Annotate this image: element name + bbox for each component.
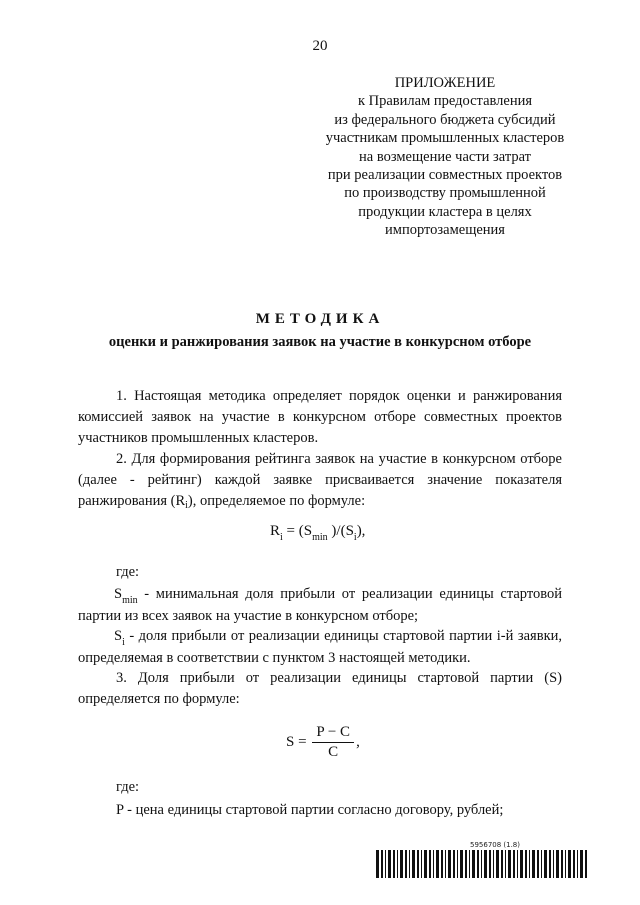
formula-lhs: S =: [286, 734, 307, 750]
fraction-denominator: C: [328, 744, 339, 760]
definition-smin: [78, 584, 562, 627]
definition-si: [78, 626, 562, 669]
appendix-line: импортозамещения: [385, 222, 505, 239]
fraction-numerator: P − C: [312, 724, 354, 743]
definition-symbol: S: [114, 586, 123, 602]
document-title: МЕТОДИКА: [255, 311, 385, 327]
definition-text: - минимальная доля прибыли от реализации единицы стартовой партии из всех заявок на участие в конкурсном отборе;: [78, 586, 562, 624]
formula-part: ),: [356, 523, 366, 539]
definition-p: P - цена единицы стартовой партии согласно договору, рублей;: [116, 802, 504, 818]
formula-fraction: [312, 724, 354, 761]
appendix-line: к Правилам предоставления: [357, 93, 533, 110]
formula-part: ,: [356, 734, 360, 750]
appendix-line: при реализации совместных проектов: [327, 167, 563, 184]
definition-subscript: min: [122, 595, 138, 606]
formula-subscript: min: [312, 532, 328, 543]
appendix-line: на возмещение части затрат: [359, 148, 531, 165]
formula-part: = (S: [282, 523, 313, 539]
paragraph-3: 3. Доля прибыли от реализации единицы стартовой партии (S) определяется по формуле:: [78, 670, 562, 707]
paragraph-1: 1. Настоящая методика определяет порядок оценки и ранжирования комиссией заявок на участие в конкурсном отборе совместных проектов участников промышленных кластеров.: [78, 388, 562, 446]
formula-s: [286, 724, 360, 761]
definition-subscript: i: [122, 637, 125, 648]
where-label: где:: [116, 779, 140, 795]
formula-symbol: R: [270, 523, 281, 539]
barcode-label: 5956708 (1.8): [470, 841, 520, 849]
definition-text: - доля прибыли от реализации единицы стартовой партии i-й заявки, определяемая в соответствии с пунктом 3 настоящей методики.: [78, 628, 562, 666]
appendix-line: продукции кластера в целях: [358, 203, 532, 220]
formula-part: )/(S: [327, 523, 354, 539]
appendix-block: [290, 74, 600, 240]
definition-symbol: S: [114, 628, 123, 644]
formula-r: [270, 523, 366, 543]
formula-subscript: i: [280, 532, 283, 543]
paragraph-2-end: ), определяемое по формуле:: [187, 493, 366, 509]
document-subtitle: оценки и ранжирования заявок на участие в конкурсном отборе: [108, 334, 532, 350]
appendix-line: из федерального бюджета субсидий: [334, 111, 556, 128]
barcode: [376, 850, 588, 878]
paragraph-2-subscript: i: [185, 500, 188, 511]
appendix-line: участникам промышленных кластеров: [325, 130, 565, 147]
formula-subscript: i: [353, 532, 357, 543]
page-number: 20: [312, 38, 328, 54]
where-label: где:: [116, 564, 140, 580]
paragraph-2: [78, 449, 562, 513]
appendix-heading: ПРИЛОЖЕНИЕ: [394, 75, 496, 91]
paragraph-2-text: 2. Для формирования рейтинга заявок на участие в конкурсном отборе (далее - рейтинг) каждой заявке присваивается значение показателя ранжирования (R: [78, 451, 562, 509]
appendix-line: по производству промышленной: [344, 185, 546, 202]
